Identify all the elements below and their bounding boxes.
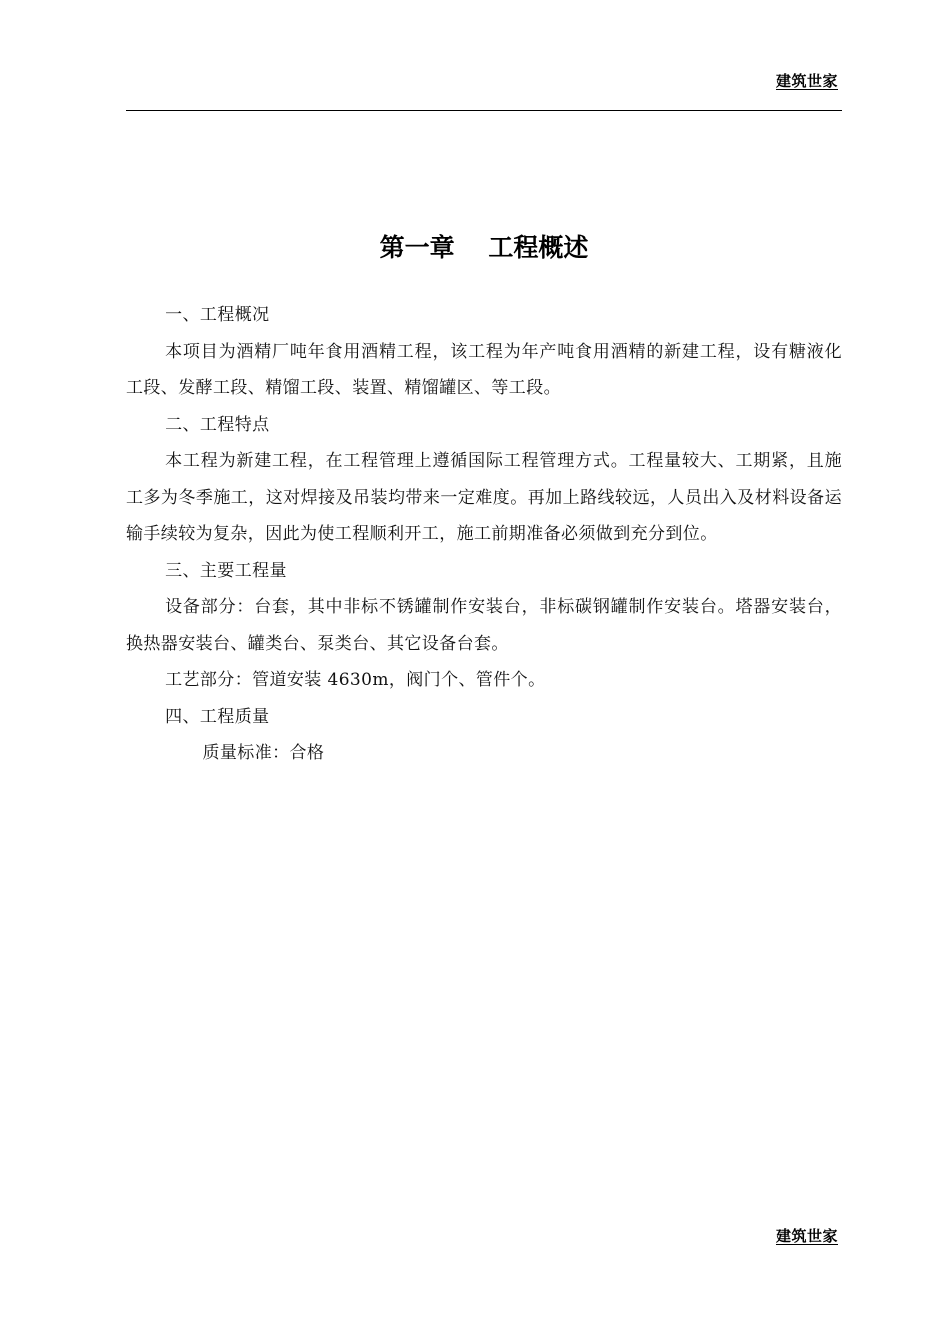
section-paragraph-quality: 质量标准：合格 bbox=[202, 743, 325, 763]
document-body bbox=[126, 297, 842, 772]
section-paragraph-equipment: 设备部分：台套，其中非标不锈罐制作安装台，非标碳钢罐制作安装台。塔器安装台，换热器安装台、罐类台、泵类台、其它设备台套。 bbox=[126, 597, 842, 654]
section-heading-features: 二、工程特点 bbox=[165, 414, 270, 435]
section-heading-quantities: 三、主要工程量 bbox=[165, 560, 287, 581]
section-heading-quality: 四、工程质量 bbox=[165, 706, 270, 727]
section-paragraph-features: 本工程为新建工程，在工程管理上遵循国际工程管理方式。工程量较大、工期紧，且施工多为冬季施工，这对焊接及吊装均带来一定难度。再加上路线较远，人员出入及材料设备运输手续较为复杂，因此为使工程顺利开工，施工前期准备必须做到充分到位。 bbox=[126, 451, 842, 544]
chapter-title: 第一章 工程概述 bbox=[379, 233, 589, 262]
section-paragraph-overview: 本项目为酒精厂吨年食用酒精工程，该工程为年产吨食用酒精的新建工程，设有糖液化工段、发酵工段、精馏工段、装置、精馏罐区、等工段。 bbox=[126, 341, 842, 398]
section-heading-overview: 一、工程概况 bbox=[165, 305, 270, 325]
header-brand: 建筑世家 bbox=[775, 72, 838, 90]
section-paragraph-process: 工艺部分：管道安装 4630m，阀门个、管件个。 bbox=[165, 670, 546, 690]
header-divider bbox=[126, 110, 842, 111]
footer-brand: 建筑世家 bbox=[775, 1227, 838, 1245]
